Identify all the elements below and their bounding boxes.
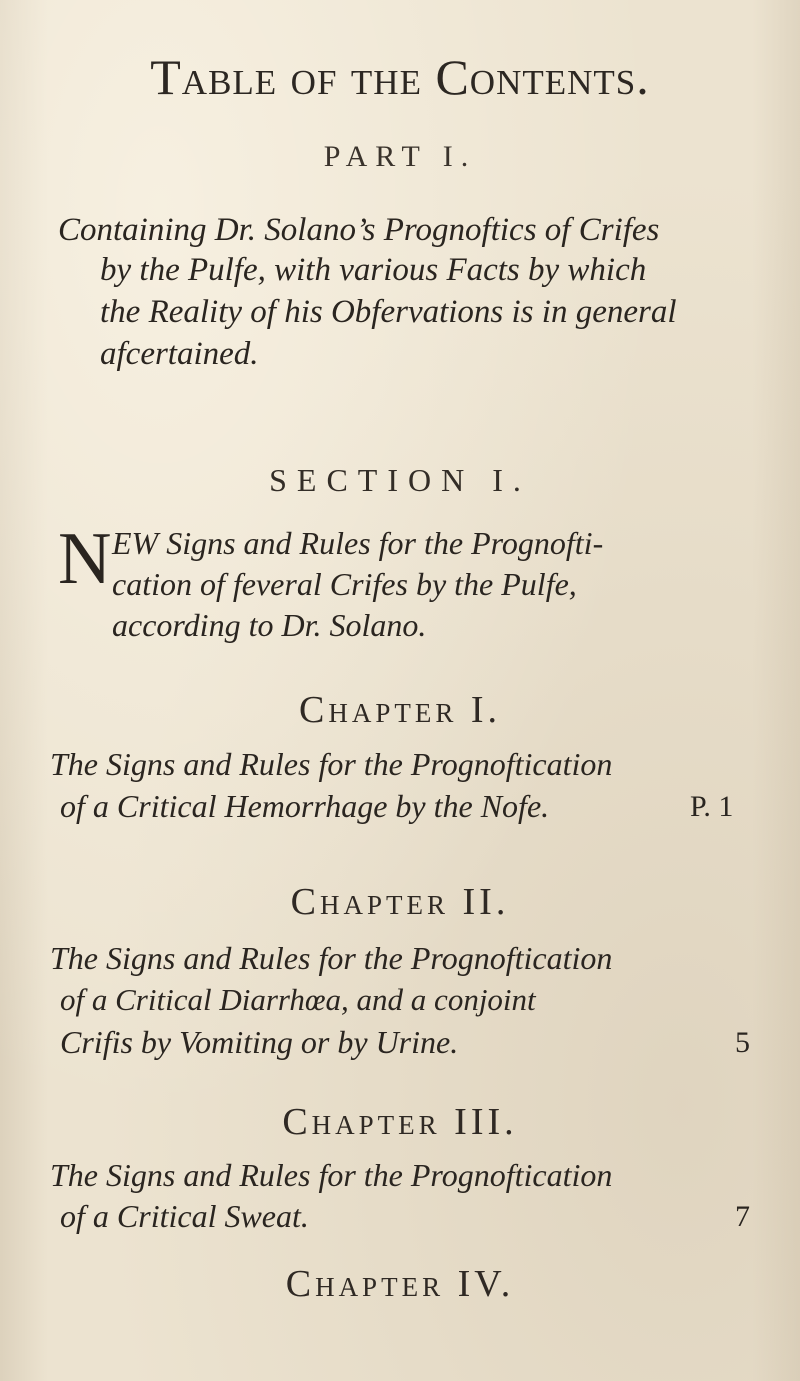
drop-cap: N bbox=[58, 518, 112, 600]
chapter-heading: Chapter III. bbox=[282, 1101, 518, 1143]
chapter-line: The Signs and Rules for the Prognoftication bbox=[50, 746, 613, 782]
section-line: EW Signs and Rules for the Prognofti- bbox=[112, 525, 604, 561]
page-number: 5 bbox=[735, 1026, 750, 1059]
chapter-line: of a Critical Sweat. bbox=[60, 1198, 309, 1234]
section-line: cation of feveral Crifes by the Pulfe, bbox=[112, 566, 577, 602]
page-number: P. 1 bbox=[690, 790, 734, 823]
intro-line: the Reality of his Obfervations is in general bbox=[100, 294, 677, 330]
part-heading: PART I. bbox=[323, 140, 477, 173]
chapter-heading: Chapter II. bbox=[290, 881, 510, 923]
chapter-line: Crifis by Vomiting or by Urine. bbox=[60, 1024, 459, 1060]
page-number: 7 bbox=[735, 1200, 750, 1233]
chapter-heading: Chapter I. bbox=[298, 689, 501, 731]
intro-line: by the Pulfe, with various Facts by which bbox=[100, 252, 647, 288]
section-heading: SECTION I. bbox=[269, 462, 531, 498]
chapter-line: The Signs and Rules for the Prognoftication bbox=[50, 1157, 613, 1193]
chapter-line: The Signs and Rules for the Prognoftication bbox=[50, 940, 613, 976]
chapter-heading: Chapter IV. bbox=[285, 1263, 515, 1305]
chapter-line: of a Critical Diarrhœa, and a conjoint bbox=[60, 982, 536, 1017]
intro-line: afcertained. bbox=[100, 336, 259, 372]
page-title: Table of the Contents. bbox=[150, 49, 650, 105]
intro-line: Containing Dr. Solano’s Prognoftics of Crifes bbox=[58, 212, 660, 248]
chapter-line: of a Critical Hemorrhage by the Nofe. bbox=[60, 788, 550, 824]
section-line: according to Dr. Solano. bbox=[112, 607, 427, 643]
